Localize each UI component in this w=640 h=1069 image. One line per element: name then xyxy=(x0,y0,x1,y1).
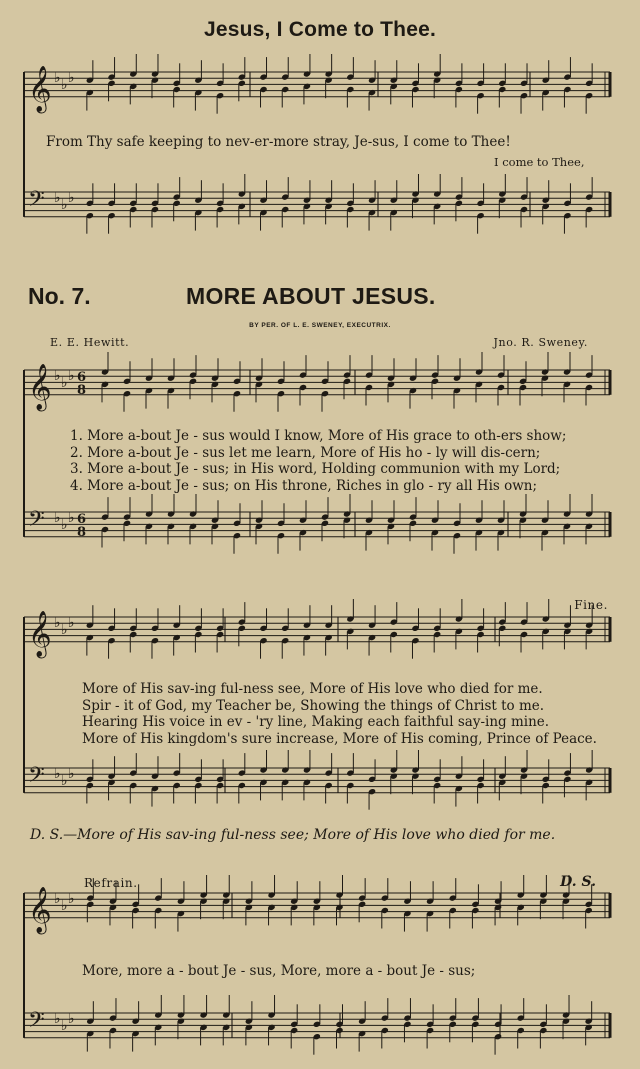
flat-sign: ♭ xyxy=(68,70,75,86)
permission-note: BY PER. OF L. E. SWENEY, EXECUTRIX. xyxy=(249,322,391,329)
flat-sign: ♭ xyxy=(54,1011,61,1027)
flat-sign: ♭ xyxy=(61,898,68,914)
verse-line: 2. More a-bout Je - sus let me learn, More of His ho - ly will dis-cern; xyxy=(70,444,541,461)
second-line-lyrics xyxy=(82,681,597,747)
refrain-label: Refrain. xyxy=(84,876,138,890)
flat-sign: ♭ xyxy=(61,197,68,213)
flat-sign: ♭ xyxy=(54,766,61,782)
flat-sign: ♭ xyxy=(68,510,75,526)
top-hymn-lyric: From Thy safe keeping to nev-er-more stray, Je-sus, I come to Thee! xyxy=(46,134,511,150)
flat-sign: ♭ xyxy=(54,510,61,526)
hymn-number: No. 7. xyxy=(28,283,91,309)
flat-sign: ♭ xyxy=(54,368,61,384)
lyric-line: More of His kingdom's sure increase, More of His coming, Prince of Peace. xyxy=(82,730,597,747)
flat-sign: ♭ xyxy=(54,891,61,907)
flat-sign: ♭ xyxy=(61,773,68,789)
bass-clef: 𝄢 xyxy=(28,507,45,537)
top-hymn-echo: I come to Thee, xyxy=(494,155,585,169)
flat-sign: ♭ xyxy=(68,891,75,907)
treble-clef: 𝄞 xyxy=(28,363,52,410)
treble-clef: 𝄞 xyxy=(28,610,52,657)
verse-line: 3. More a-bout Je - sus; in His word, Holding communion with my Lord; xyxy=(70,461,561,477)
verse-lyrics xyxy=(70,428,566,494)
time-sig-top: 6 xyxy=(77,370,87,385)
treble-clef: 𝄞 xyxy=(28,886,52,933)
time-sig-bottom: 8 xyxy=(77,383,87,398)
ds-mark: D. S. xyxy=(560,874,596,890)
fine-mark: Fine. xyxy=(574,598,608,612)
lyricist: E. E. Hewitt. xyxy=(50,336,130,349)
flat-sign: ♭ xyxy=(61,622,68,638)
bass-clef: 𝄢 xyxy=(28,187,45,217)
time-sig-bottom: 8 xyxy=(77,525,87,540)
flat-sign: ♭ xyxy=(68,1011,75,1027)
treble-clef: 𝄞 xyxy=(28,65,52,112)
lyric-line: More of His sav-ing ful-ness see, More of His love who died for me. xyxy=(82,681,543,697)
composer: Jno. R. Sweney. xyxy=(493,336,588,349)
flat-sign: ♭ xyxy=(68,190,75,206)
flat-sign: ♭ xyxy=(61,1018,68,1034)
flat-sign: ♭ xyxy=(54,70,61,86)
verse-line: 4. More a-bout Je - sus; on His throne, Riches in glo - ry all His own; xyxy=(70,477,538,494)
top-hymn-title: Jesus, I Come to Thee. xyxy=(204,18,436,41)
flat-sign: ♭ xyxy=(54,190,61,206)
flat-sign: ♭ xyxy=(61,517,68,533)
flat-sign: ♭ xyxy=(68,766,75,782)
bass-clef: 𝄢 xyxy=(28,1008,45,1038)
flat-sign: ♭ xyxy=(61,77,68,93)
lyric-line: Hearing His voice in ev - 'ry line, Making each faithful say-ing mine. xyxy=(82,714,550,730)
hymn-title: MORE ABOUT JESUS. xyxy=(186,283,436,309)
flat-sign: ♭ xyxy=(68,615,75,631)
flat-sign: ♭ xyxy=(68,368,75,384)
time-sig-top: 6 xyxy=(77,512,87,527)
flat-sign: ♭ xyxy=(61,375,68,391)
ds-instruction: D. S.—More of His sav-ing ful-ness see; More of His love who died for me. xyxy=(30,827,556,843)
verse-line: 1. More a-bout Je - sus would I know, More of His grace to oth-ers show; xyxy=(70,428,567,444)
flat-sign: ♭ xyxy=(54,615,61,631)
refrain-lyric: More, more a - bout Je - sus, More, more a - bout Je - sus; xyxy=(82,963,476,979)
bass-clef: 𝄢 xyxy=(28,763,45,793)
lyric-line: Spir - it of God, my Teacher be, Showing the things of Christ to me. xyxy=(82,697,545,714)
